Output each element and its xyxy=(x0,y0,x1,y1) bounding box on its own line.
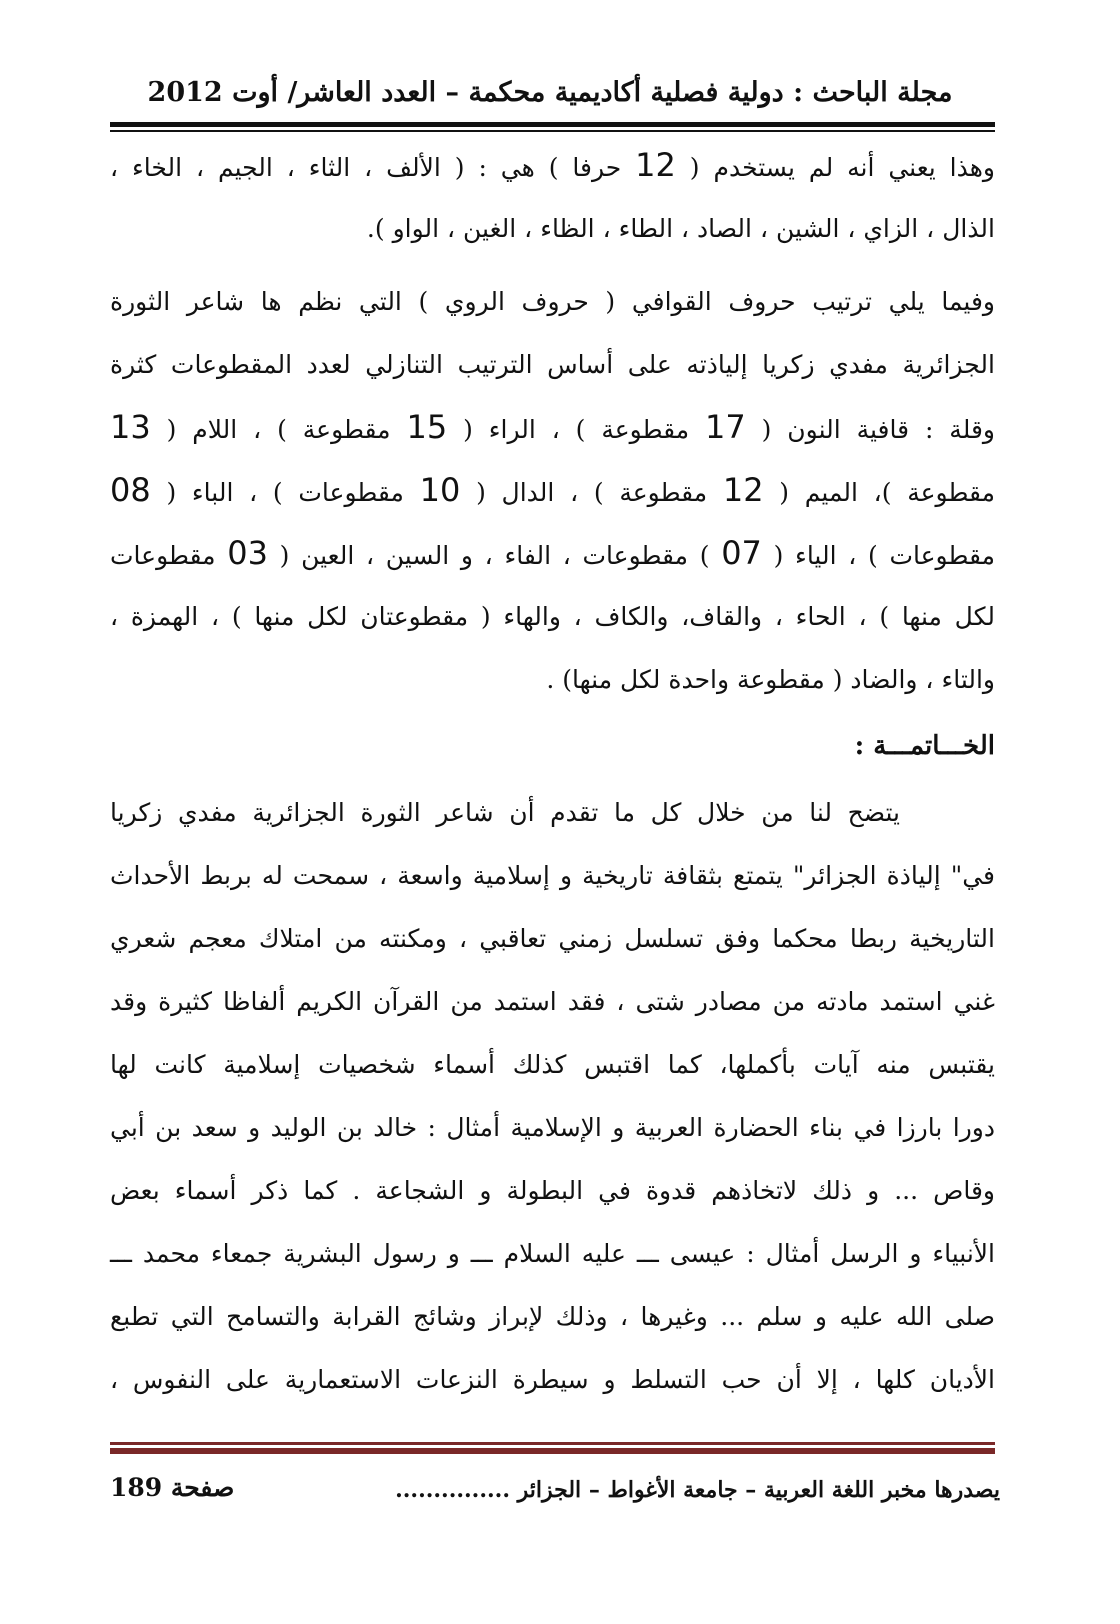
conclusion-line: التاريخية ربطا محكما وفق تسلسل زمني تعاقبي ، ومكنته من امتلاك معجم شعري xyxy=(110,924,995,953)
conclusion-line: في" إلياذة الجزائر" يتمتع بثقافة تاريخية و إسلامية واسعة ، سمحت له بربط الأحداث xyxy=(110,861,995,890)
paragraph2-line1: وفيما يلي ترتيب حروف القوافي ( حروف الروي ) التي نظم ها شاعر الثورة xyxy=(110,287,995,316)
footer-publisher: يصدرها مخبر اللغة العربية – جامعة الأغواط – الجزائر ............... xyxy=(395,1477,1000,1503)
footer-rule-bottom xyxy=(110,1448,995,1454)
conclusion-line: الأديان كلها ، إلا أن حب التسلط و سيطرة النزعات الاستعمارية على النفوس ، xyxy=(110,1365,995,1394)
body-text xyxy=(110,134,995,1411)
paragraph2-line5: مقطوعات ) ، الياء ( 07 ) مقطوعات ، الفاء ، و السين ، العين ( 03 مقطوعات xyxy=(110,534,995,572)
paragraph1-line1: وهذا يعني أنه لم يستخدم ( 12 حرفا ) هي : ( الألف ، الثاء ، الجيم ، الخاء ، xyxy=(110,146,995,184)
footer-rule-top xyxy=(110,1442,995,1445)
paragraph2-line6: لكل منها ) ، الحاء ، والقاف، والكاف ، والهاء ( مقطوعتان لكل منها ) ، الهمزة ، xyxy=(110,602,995,631)
paragraph2-line7: والتاء ، والضاد ( مقطوعة واحدة لكل منها) . xyxy=(546,665,995,694)
conclusion-heading: الخـــاتمـــة : xyxy=(854,731,995,761)
header-rule-thin xyxy=(110,130,995,132)
journal-header-title: مجلة الباحث : دولية فصلية أكاديمية محكمة – العدد العاشر/ أوت 2012 xyxy=(147,77,953,108)
paragraph2-line4: مقطوعة )، الميم ( 12 مقطوعة ) ، الدال ( 10 مقطوعات ) ، الباء ( 08 xyxy=(110,471,996,509)
footer-page-number: صفحة 189 xyxy=(110,1473,235,1502)
conclusion-line: دورا بارزا في بناء الحضارة العربية و الإسلامية أمثال : خالد بن الوليد و سعد بن أبي xyxy=(110,1113,995,1142)
paragraph2-line3: وقلة : قافية النون ( 17 مقطوعة ) ، الراء ( 15 مقطوعة ) ، اللام ( 13 xyxy=(110,408,995,446)
paragraph2-line2: الجزائرية مفدي زكريا إلياذته على أساس الترتيب التنازلي لعدد المقطوعات كثرة xyxy=(110,350,995,379)
conclusion-line: وقاص ... و ذلك لاتخاذهم قدوة في البطولة و الشجاعة . كما ذكر أسماء بعض xyxy=(110,1176,995,1205)
paragraph1-line2: الذال ، الزاي ، الشين ، الصاد ، الطاء ، الظاء ، الغين ، الواو ). xyxy=(366,214,995,243)
conclusion-line: يقتبس منه آيات بأكملها، كما اقتبس كذلك أسماء شخصيات إسلامية كانت لها xyxy=(110,1050,995,1079)
conclusion-line: صلى الله عليه و سلم ... وغيرها ، وذلك لإبراز وشائج القرابة والتسامح التي تطبع xyxy=(110,1302,995,1331)
conclusion-line: الأنبياء و الرسل أمثال : عيسى ـــ عليه السلام ـــ و رسول البشرية جمعاء محمد ـــ xyxy=(110,1239,995,1268)
header-rule-thick xyxy=(110,122,995,127)
conclusion-line: غني استمد مادته من مصادر شتى ، فقد استمد من القرآن الكريم ألفاظا كثيرة وقد xyxy=(110,987,995,1016)
conclusion-line: يتضح لنا من خلال كل ما تقدم أن شاعر الثورة الجزائرية مفدي زكريا xyxy=(110,798,900,827)
